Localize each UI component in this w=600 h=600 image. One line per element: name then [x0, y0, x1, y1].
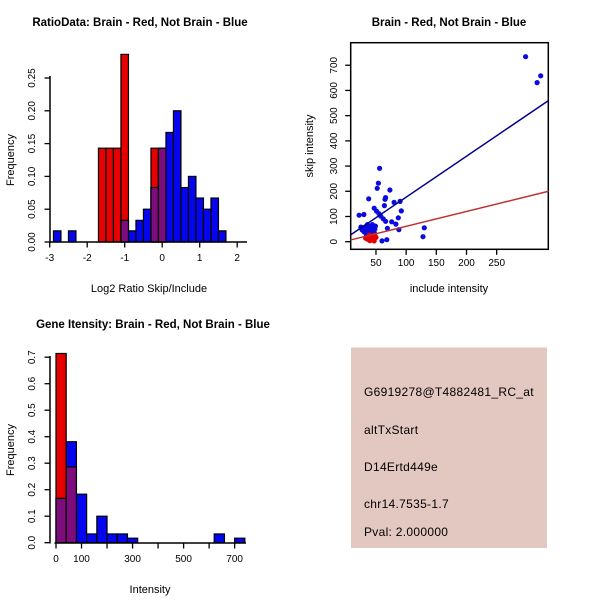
y-tick-label: 0.15: [27, 133, 38, 154]
not-brain-blue-bar: [107, 534, 117, 543]
scatter-xlabel: include intensity: [409, 283, 489, 295]
gene-histogram-title: Gene Itensity: Brain - Red, Not Brain - Blue: [36, 319, 270, 331]
scatter-title: Brain - Red, Not Brain - Blue: [371, 17, 527, 29]
not-brain-point: [357, 213, 362, 218]
not-brain-blue-bar: [181, 188, 189, 242]
y-tick-label: 500: [329, 107, 340, 124]
y-tick-label: 0.6: [27, 376, 38, 391]
not-brain-blue-bar: [235, 538, 245, 543]
not-brain-blue-bar: [53, 231, 61, 242]
not-brain-blue-bar: [203, 209, 211, 242]
y-tick-label: 0.05: [27, 199, 38, 219]
gene-histogram-ylabel: Frequency: [5, 424, 17, 476]
brain-red-bar: [113, 148, 121, 242]
y-tick-label: 200: [329, 182, 340, 200]
not-brain-blue-bar: [87, 534, 97, 543]
not-brain-blue-bar: [214, 534, 224, 543]
y-tick-label: 400: [329, 132, 340, 150]
y-tick-label: 0.4: [27, 429, 38, 444]
not-brain-point: [373, 224, 378, 229]
info-pvalue: Pval: 2.000000: [364, 525, 449, 539]
x-tick-label: 0: [159, 253, 165, 264]
not-brain-point: [361, 212, 366, 217]
brain-red-bar: [98, 148, 106, 242]
scatter-ylabel: skip intensity: [304, 114, 316, 178]
ratio-histogram-ylabel: Frequency: [5, 134, 17, 186]
x-tick-label: 100: [73, 554, 90, 565]
overlap-bar: [121, 220, 129, 242]
ratio-histogram-title: RatioData: Brain - Red, Not Brain - Blue: [32, 17, 248, 29]
not-brain-point: [387, 187, 392, 192]
not-brain-point: [393, 222, 398, 227]
info-box-background: [351, 348, 547, 549]
not-brain-point: [379, 238, 384, 243]
y-tick-label: 0.00: [27, 232, 38, 252]
y-tick-label: 0.10: [27, 166, 38, 187]
ratio-histogram-xlabel: Log2 Ratio Skip/Include: [90, 283, 208, 295]
x-tick-label: 0: [53, 554, 59, 565]
not-brain-blue-bar: [128, 231, 136, 242]
overlap-bar: [151, 188, 159, 242]
not-brain-blue-bar: [211, 198, 219, 242]
panel-gene-info: [351, 348, 547, 549]
not-brain-point: [382, 197, 387, 202]
x-tick-label: 300: [124, 554, 141, 565]
not-brain-blue-bar: [218, 231, 226, 242]
x-tick-label: -1: [120, 253, 130, 264]
not-brain-point: [422, 225, 427, 230]
overlap-bar: [56, 498, 66, 542]
not-brain-point: [535, 80, 540, 85]
not-brain-blue-bar: [188, 176, 196, 242]
y-tick-label: 0.3: [27, 456, 38, 471]
not-brain-point: [384, 237, 389, 242]
x-tick-label: 200: [458, 258, 475, 269]
x-tick-label: 1: [196, 253, 203, 264]
gene-histogram-xlabel: Intensity: [129, 584, 171, 596]
not-brain-blue-bar: [136, 220, 144, 242]
not-brain-blue-bar: [76, 494, 86, 542]
x-tick-label: 500: [175, 554, 192, 565]
info-probe-id: G6919278@T4882481_RC_at: [364, 385, 534, 399]
overlap-bar: [158, 148, 166, 242]
info-chromosome-location: chr14.7535-1.7: [364, 497, 449, 511]
not-brain-blue-bar: [68, 231, 76, 242]
brain-point: [373, 235, 378, 240]
not-brain-blue-bar: [166, 132, 174, 242]
y-tick-label: 700: [329, 56, 340, 74]
not-brain-point: [399, 208, 404, 213]
not-brain-point: [377, 166, 382, 171]
overlap-bar: [66, 467, 76, 543]
not-brain-blue-bar: [97, 516, 107, 543]
info-event-type: altTxStart: [364, 423, 419, 437]
y-tick-label: 100: [329, 208, 340, 225]
y-tick-label: 0: [329, 238, 340, 245]
x-tick-label: -2: [82, 253, 92, 264]
y-tick-label: 0.1: [27, 509, 38, 524]
not-brain-point: [396, 215, 401, 220]
y-tick-label: 0.5: [27, 403, 38, 418]
not-brain-point: [420, 234, 425, 239]
not-brain-blue-bar: [143, 209, 151, 242]
y-tick-label: 0.0: [27, 535, 38, 550]
x-tick-label: 50: [370, 258, 382, 269]
y-tick-label: 0.7: [27, 350, 38, 365]
y-tick-label: 300: [329, 157, 340, 175]
x-tick-label: 700: [226, 554, 243, 565]
info-gene-symbol: D14Ertd449e: [364, 460, 439, 474]
x-tick-label: 150: [427, 258, 445, 269]
y-tick-label: 600: [329, 82, 340, 99]
not-brain-blue-bar: [173, 111, 181, 242]
not-brain-point: [366, 196, 371, 201]
x-tick-label: 100: [397, 258, 415, 269]
not-brain-point: [538, 73, 543, 78]
x-tick-label: 2: [234, 253, 240, 264]
x-tick-label: 250: [488, 258, 506, 269]
brain-red-bar: [121, 54, 129, 242]
y-tick-label: 0.2: [27, 482, 38, 497]
y-tick-label: 0.20: [27, 101, 38, 121]
x-tick-label: -3: [45, 253, 55, 264]
not-brain-blue-bar: [127, 538, 137, 543]
not-brain-point: [376, 181, 381, 186]
not-brain-blue-bar: [196, 198, 204, 242]
not-brain-point: [523, 54, 528, 59]
not-brain-point: [375, 186, 380, 191]
not-brain-point: [382, 203, 387, 208]
not-brain-blue-bar: [117, 534, 127, 543]
y-tick-label: 0.25: [27, 68, 38, 88]
not-brain-point: [383, 219, 388, 224]
brain-red-bar: [106, 148, 114, 242]
